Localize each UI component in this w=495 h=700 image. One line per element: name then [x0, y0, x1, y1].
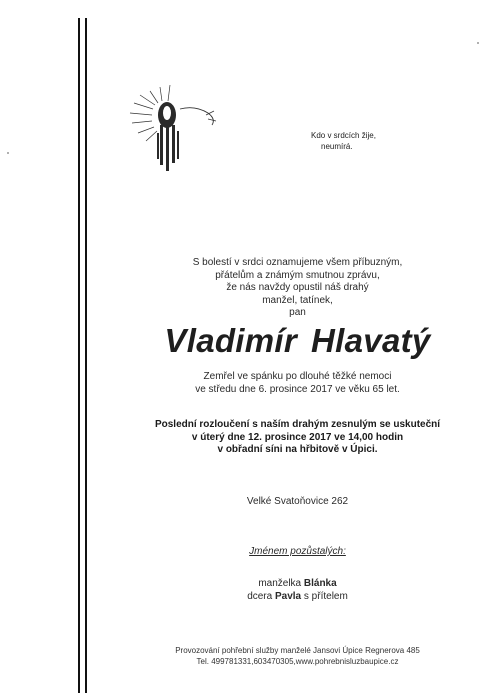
- first-name: Vladimír: [164, 322, 298, 359]
- intro-line: S bolestí v srdci oznamujeme všem příbuzným,: [192, 257, 403, 268]
- motto-line-1: Kdo v srdcích žije,: [311, 131, 376, 140]
- death-line: ve středu dne 6. prosince 2017 ve věku 65 let.: [195, 383, 400, 395]
- family-row-daughter: dcera Pavla s přítelem: [247, 590, 348, 602]
- footer-line-2: Tel. 499781331,603470305,www.pohrebnisluzbaupice.cz: [196, 656, 399, 666]
- last-name: Hlavatý: [311, 322, 431, 359]
- candle-flame-ornament-icon: [120, 85, 220, 175]
- left-border-line-outer: [78, 18, 80, 693]
- death-notice: [100, 371, 495, 396]
- on-behalf-heading: Jménem pozůstalých:: [249, 546, 346, 557]
- intro-line: pan: [289, 307, 306, 318]
- left-border-line-inner: [85, 18, 87, 693]
- wife-name: Blánka: [303, 578, 337, 589]
- funeral-line: v obřadní síni na hřbitově v Úpici.: [217, 444, 378, 455]
- footer-line-1: Provozování pohřební služby manželé Jansovi Úpice Regnerova 485: [175, 646, 420, 655]
- intro-line: přátelům a známým smutnou zprávu,: [215, 269, 380, 281]
- family-row-wife: manželka Blánka: [258, 578, 337, 589]
- intro-line: že nás navždy opustil náš drahý: [226, 282, 369, 293]
- family-members: [100, 578, 495, 603]
- daughter-name: Pavla: [274, 590, 302, 602]
- funeral-line: v úterý dne 12. prosince 2017 ve 14,00 hodin: [191, 431, 404, 443]
- intro-line: manžel, tatínek,: [262, 294, 333, 306]
- funeral-line: Poslední rozloučení s naším drahým zesnulým se uskuteční: [154, 419, 441, 430]
- motto-line-2: neumírá.: [321, 142, 353, 151]
- funeral-service-footer: [100, 646, 495, 667]
- scan-speck: [477, 42, 479, 44]
- address: Velké Svatoňovice 262: [246, 496, 349, 507]
- motto: [311, 130, 376, 152]
- scan-speck: [7, 152, 9, 154]
- death-line: Zemřel ve spánku po dlouhé těžké nemoci: [203, 371, 392, 382]
- announcement-intro: [100, 257, 495, 320]
- funeral-details: [100, 419, 495, 457]
- deceased-name: [100, 322, 495, 360]
